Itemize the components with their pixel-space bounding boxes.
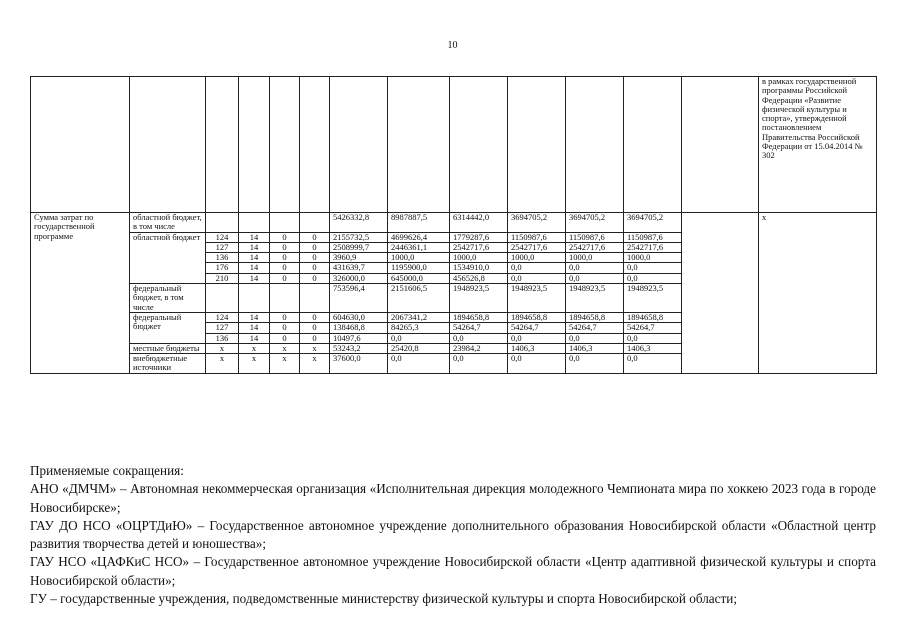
code-cell: 14	[239, 333, 270, 343]
code-cell: 14	[239, 273, 270, 283]
value-cell: 0,0	[566, 263, 624, 273]
value-cell: 0,0	[624, 354, 682, 374]
value-cell: 0,0	[566, 273, 624, 283]
value-cell: 3960,9	[330, 253, 388, 263]
code-cell: 176	[206, 263, 239, 273]
code-cell: 0	[270, 253, 300, 263]
abbreviations-heading: Применяемые сокращения:	[30, 463, 184, 478]
value-cell: 54264,7	[450, 323, 508, 333]
code-cell: х	[206, 343, 239, 353]
code-cell: 14	[239, 323, 270, 333]
value-cell: 0,0	[624, 263, 682, 273]
code-cell: 0	[270, 242, 300, 252]
code-cell: х	[239, 343, 270, 353]
code-cell: 124	[206, 232, 239, 242]
value-cell: 1894658,8	[624, 312, 682, 322]
value-cell: 1894658,8	[566, 312, 624, 322]
value-cell: 753596,4	[330, 284, 388, 313]
value-cell: 54264,7	[566, 323, 624, 333]
value-cell: 0,0	[624, 333, 682, 343]
value-cell: 5426332,8	[330, 213, 388, 233]
abbreviation-item: ГУ – государственные учреждения, подведомственные министерству физической культуры и спорта Новосибирской области;	[30, 591, 737, 607]
code-cell: 136	[206, 253, 239, 263]
value-cell: 2155732,5	[330, 232, 388, 242]
value-cell: 0,0	[566, 354, 624, 374]
value-cell: 431639,7	[330, 263, 388, 273]
abbreviation-item: АНО «ДМЧМ» – Автономная некоммерческая организация «Исполнительная дирекция молодежного Чемпионата мира по хоккею 2023 года в городе Новосибирске»;	[30, 481, 876, 515]
value-cell: 1948923,5	[624, 284, 682, 313]
value-cell: 6314442,0	[450, 213, 508, 233]
abbreviations	[30, 462, 876, 608]
code-cell: х	[239, 354, 270, 374]
value-cell: 2542717,6	[624, 242, 682, 252]
code-cell: х	[270, 354, 300, 374]
value-cell: 25420,8	[388, 343, 450, 353]
value-cell: 138468,8	[330, 323, 388, 333]
code-cell: 0	[300, 253, 330, 263]
code-cell: 0	[270, 312, 300, 322]
value-cell: 23984,2	[450, 343, 508, 353]
code-cell: 0	[270, 333, 300, 343]
value-cell: 0,0	[508, 273, 566, 283]
value-cell: 0,0	[450, 333, 508, 343]
value-cell: 4699626,4	[388, 232, 450, 242]
code-cell: 124	[206, 312, 239, 322]
value-cell: 604630,0	[330, 312, 388, 322]
value-cell: 1000,0	[624, 253, 682, 263]
value-cell: 1948923,5	[566, 284, 624, 313]
value-cell: 3694705,2	[624, 213, 682, 233]
value-cell: 1195900,0	[388, 263, 450, 273]
regional-total-label: областной бюджет, в том числе	[130, 213, 206, 233]
code-cell: 127	[206, 242, 239, 252]
code-cell: х	[300, 343, 330, 353]
value-cell: 456526,8	[450, 273, 508, 283]
value-cell: 0,0	[566, 333, 624, 343]
value-cell: 1894658,8	[508, 312, 566, 322]
value-cell: 3694705,2	[566, 213, 624, 233]
code-cell: 0	[300, 242, 330, 252]
value-cell: 0,0	[450, 354, 508, 374]
value-cell: 54264,7	[624, 323, 682, 333]
abbreviation-item: ГАУ НСО «ЦАФКиС НСО» – Государственное автономное учреждение Новосибирской области «Центр адаптивной физической культуры и спорта Новосибирской области»;	[30, 554, 876, 588]
note-continuation: в рамках государственной программы Российской Федерации «Развитие физической культуры и спорта», утвержденной постановлением Правительства Российской Федерации от 15.04.2014 № 302	[759, 77, 877, 213]
value-cell: 1948923,5	[508, 284, 566, 313]
code-cell: 0	[300, 273, 330, 283]
value-cell: 645000,0	[388, 273, 450, 283]
value-cell: 1150987,6	[566, 232, 624, 242]
code-cell: 14	[239, 312, 270, 322]
value-cell: 1534910,0	[450, 263, 508, 273]
value-cell: 2067341,2	[388, 312, 450, 322]
code-cell: 0	[270, 273, 300, 283]
value-cell: 0,0	[508, 354, 566, 374]
value-cell: 0,0	[508, 333, 566, 343]
code-cell: 0	[300, 312, 330, 322]
value-cell: 2542717,6	[566, 242, 624, 252]
code-cell: 0	[300, 323, 330, 333]
value-cell: 37600,0	[330, 354, 388, 374]
value-cell: 3694705,2	[508, 213, 566, 233]
value-cell: 1150987,6	[624, 232, 682, 242]
value-cell: 2542717,6	[450, 242, 508, 252]
value-cell: 2508999,7	[330, 242, 388, 252]
summary-note: х	[759, 213, 877, 374]
value-cell: 2446361,1	[388, 242, 450, 252]
value-cell: 1406,3	[508, 343, 566, 353]
value-cell: 54264,7	[508, 323, 566, 333]
value-cell: 0,0	[388, 333, 450, 343]
value-cell: 0,0	[508, 263, 566, 273]
row-label: областной бюджет	[130, 232, 206, 283]
code-cell: 127	[206, 323, 239, 333]
value-cell: 1150987,6	[508, 232, 566, 242]
value-cell: 1948923,5	[450, 284, 508, 313]
code-cell: 136	[206, 333, 239, 343]
value-cell: 1000,0	[566, 253, 624, 263]
row-label: внебюджетные источники	[130, 354, 206, 374]
value-cell: 1894658,8	[450, 312, 508, 322]
abbreviation-item: ГАУ ДО НСО «ОЦРТДиЮ» – Государственное автономное учреждение дополнительного образования Новосибирской области «Областной центр развития творчества детей и юношества»;	[30, 517, 876, 552]
value-cell: 8987887,5	[388, 213, 450, 233]
summary-label: Сумма затрат по государственной программе	[31, 213, 130, 374]
code-cell: 210	[206, 273, 239, 283]
code-cell: 0	[300, 232, 330, 242]
value-cell: 1000,0	[388, 253, 450, 263]
code-cell: х	[270, 343, 300, 353]
code-cell: х	[300, 354, 330, 374]
value-cell: 326000,0	[330, 273, 388, 283]
code-cell: 14	[239, 263, 270, 273]
row-label: местные бюджеты	[130, 343, 206, 353]
code-cell: 0	[300, 263, 330, 273]
value-cell: 1000,0	[508, 253, 566, 263]
code-cell: 14	[239, 232, 270, 242]
value-cell: 1779287,6	[450, 232, 508, 242]
value-cell: 2151606,5	[388, 284, 450, 313]
federal-total-label: федеральный бюджет, в том числе	[130, 284, 206, 313]
code-cell: 0	[270, 232, 300, 242]
value-cell: 0,0	[388, 354, 450, 374]
row-label: федеральный бюджет	[130, 312, 206, 343]
value-cell: 1406,3	[566, 343, 624, 353]
value-cell: 2542717,6	[508, 242, 566, 252]
code-cell: 14	[239, 253, 270, 263]
value-cell: 1000,0	[450, 253, 508, 263]
value-cell: 10497,6	[330, 333, 388, 343]
code-cell: 0	[270, 323, 300, 333]
value-cell: 0,0	[624, 273, 682, 283]
value-cell: 84265,3	[388, 323, 450, 333]
budget-table	[30, 76, 877, 374]
code-cell: х	[206, 354, 239, 374]
value-cell: 1406,3	[624, 343, 682, 353]
code-cell: 0	[270, 263, 300, 273]
code-cell: 0	[300, 333, 330, 343]
table-row	[31, 213, 877, 233]
value-cell: 53243,2	[330, 343, 388, 353]
code-cell: 14	[239, 242, 270, 252]
page-number: 10	[447, 40, 458, 51]
table-row	[31, 77, 877, 213]
